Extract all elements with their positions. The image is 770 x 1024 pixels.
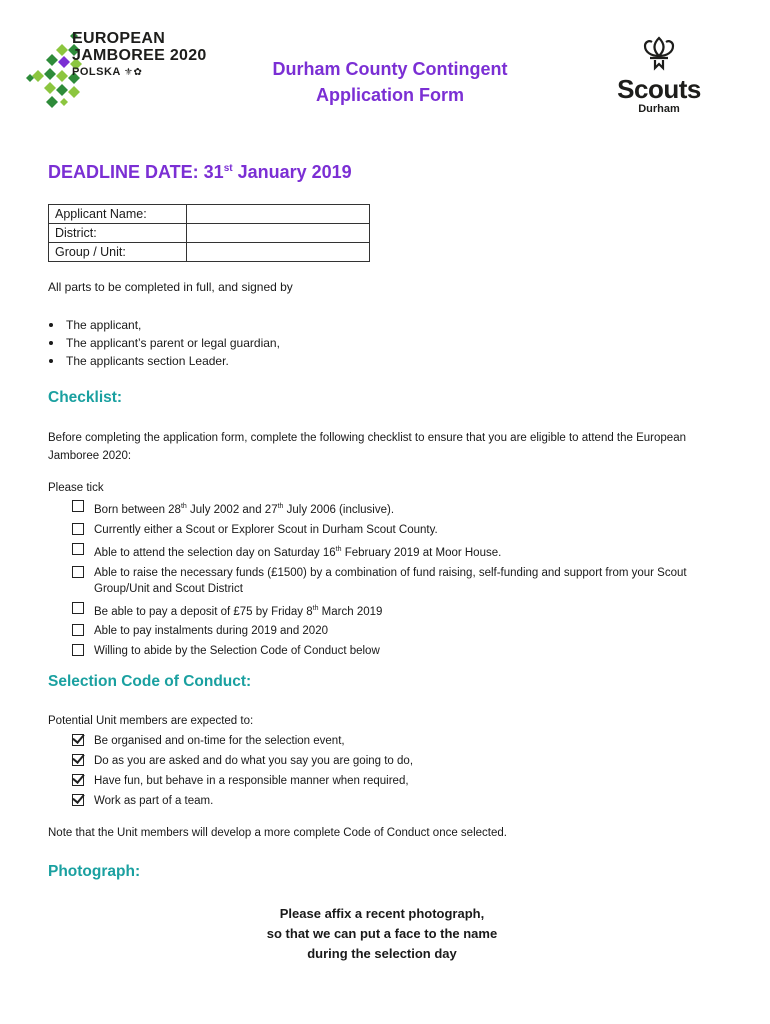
item-text: July 2002 and 27 <box>186 503 278 516</box>
item-text: Have fun, but behave in a responsible manner when required, <box>94 775 409 787</box>
item-text: Currently either a Scout or Explorer Scout in Durham Scout County. <box>94 523 438 536</box>
jamboree-line3 <box>72 65 207 80</box>
item-sup: th <box>312 604 319 612</box>
item-text: Able to attend the selection day on Saturday 16 <box>94 546 336 559</box>
item-sup: th <box>335 545 342 553</box>
jamboree-wordmark <box>72 30 207 80</box>
deadline-suffix: January 2019 <box>232 162 352 182</box>
checkbox[interactable] <box>72 543 84 555</box>
title-line2: Application Form <box>316 85 464 105</box>
checklist-item-age <box>72 499 722 518</box>
list-item: The applicant’s parent or legal guardian, <box>48 334 280 352</box>
list-item: The applicant, <box>48 316 280 334</box>
checklist-item-funds <box>72 565 722 597</box>
checkbox[interactable] <box>72 602 84 614</box>
jamboree-polska: POLSKA <box>72 66 121 78</box>
checkbox[interactable] <box>72 523 84 535</box>
item-text: Be able to pay a deposit of £75 by Friday 8 <box>94 605 313 618</box>
photo-line1: Please affix a recent photograph, <box>279 906 485 921</box>
group-unit-label: Group / Unit: <box>49 243 187 262</box>
checklist-item-selection-day <box>72 542 722 561</box>
district-field[interactable] <box>187 224 370 243</box>
checkbox[interactable] <box>72 644 84 656</box>
item-text: Do as you are asked and do what you say you are going to do, <box>94 755 414 767</box>
checklist-heading: Checklist: <box>48 389 123 406</box>
jamboree-line1: EUROPEAN <box>72 30 166 47</box>
title-line1: Durham County Contingent <box>272 59 508 79</box>
deadline-prefix: DEADLINE DATE: 31 <box>48 162 224 182</box>
conduct-list <box>72 733 722 813</box>
checklist-item-membership <box>72 522 722 538</box>
item-text: March 2019 <box>318 605 383 618</box>
checklist-item-instalments <box>72 623 722 639</box>
group-unit-field[interactable] <box>187 243 370 262</box>
table-row <box>49 205 370 224</box>
item-text: February 2019 at Moor House. <box>341 546 502 559</box>
scouts-county: Durham <box>638 103 680 115</box>
district-label: District: <box>49 224 187 243</box>
item-text: Born between 28 <box>94 503 181 516</box>
checklist-item-code-of-conduct <box>72 643 722 659</box>
deadline-sup: st <box>223 163 233 174</box>
fleur-de-lis-icon <box>639 36 679 72</box>
conduct-item <box>72 773 722 789</box>
item-sup: th <box>180 503 187 510</box>
checkbox[interactable] <box>72 566 84 578</box>
item-sup: th <box>277 503 284 510</box>
photo-line3: during the selection day <box>307 946 457 961</box>
table-row <box>49 243 370 262</box>
conduct-item <box>72 753 722 769</box>
checklist-description: Before completing the application form, complete the following checklist to ensure that you are eligible to attend the European Jamboree 2020: <box>48 432 686 462</box>
conduct-intro: Potential Unit members are expected to: <box>48 715 254 727</box>
scout-emblem-icon: ⚜✿ <box>124 67 143 78</box>
item-text: Able to pay instalments during 2019 and 2020 <box>94 625 328 638</box>
scouts-durham-logo <box>610 36 708 118</box>
checked-box-icon <box>72 734 84 746</box>
eligibility-checklist <box>72 499 722 663</box>
photo-line2: so that we can put a face to the name <box>266 926 498 941</box>
signers-list <box>48 316 280 370</box>
checked-box-icon <box>72 774 84 786</box>
checklist-item-deposit <box>72 601 722 620</box>
item-text: Work as part of a team. <box>94 795 214 807</box>
checkbox[interactable] <box>72 624 84 636</box>
item-text: Able to raise the necessary funds (£1500) by a combination of fund raising, self-funding and support from your Scout Group/Unit and Scout District <box>94 566 687 595</box>
conduct-note: Note that the Unit members will develop a more complete Code of Conduct once selected. <box>48 827 507 839</box>
checklist-instruction: Please tick <box>48 482 104 494</box>
item-text: Willing to abide by the Selection Code of Conduct below <box>94 645 380 658</box>
form-title <box>240 56 540 108</box>
list-item: The applicants section Leader. <box>48 352 280 370</box>
scouts-wordmark: Scouts <box>617 74 701 104</box>
item-text: Be organised and on-time for the selection event, <box>94 735 345 747</box>
applicant-details-table <box>48 204 370 262</box>
jamboree-line2: JAMBOREE 2020 <box>72 47 207 64</box>
applicant-name-label: Applicant Name: <box>49 205 187 224</box>
checked-box-icon <box>72 754 84 766</box>
photograph-instructions <box>200 904 564 964</box>
signing-intro: All parts to be completed in full, and signed by <box>48 280 293 294</box>
checkbox[interactable] <box>72 500 84 512</box>
deadline-heading <box>48 162 352 183</box>
conduct-item <box>72 793 722 809</box>
table-row <box>49 224 370 243</box>
conduct-heading: Selection Code of Conduct: <box>48 673 252 690</box>
checked-box-icon <box>72 794 84 806</box>
conduct-item <box>72 733 722 749</box>
applicant-name-field[interactable] <box>187 205 370 224</box>
photograph-heading: Photograph: <box>48 863 141 880</box>
item-text: July 2006 (inclusive). <box>283 503 395 516</box>
